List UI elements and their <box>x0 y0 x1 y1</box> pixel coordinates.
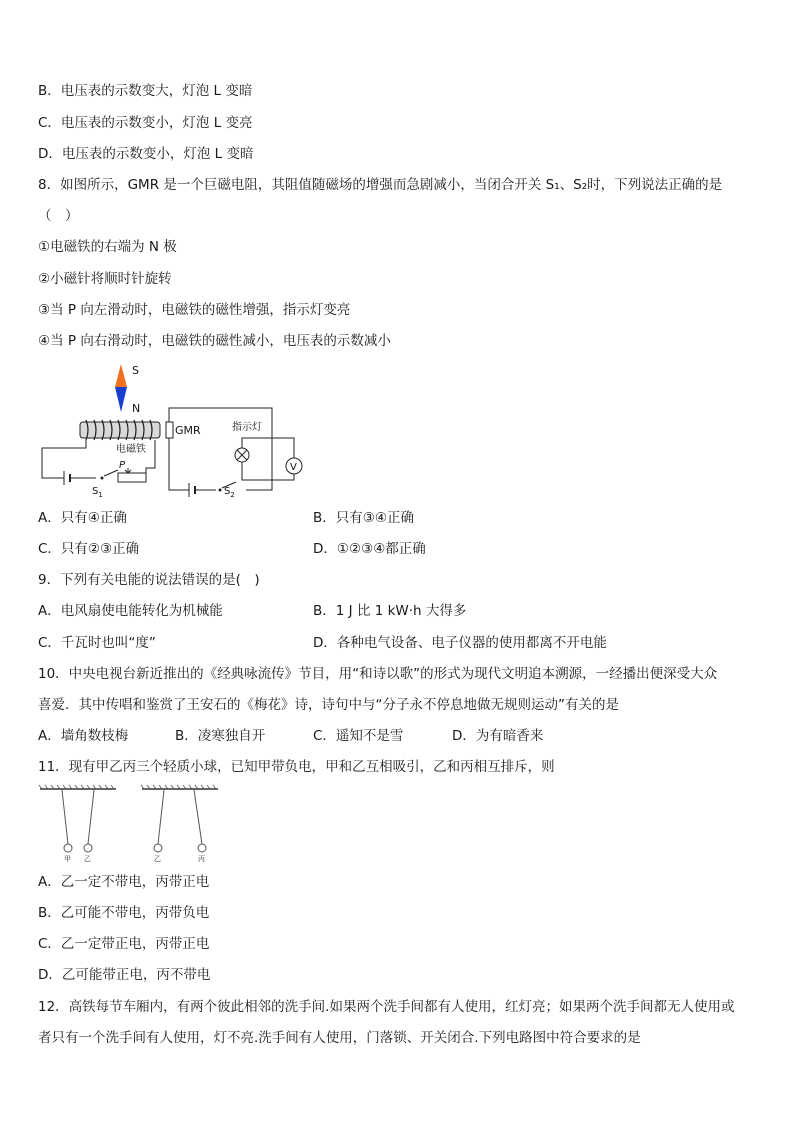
q7-option-b: B．电压表的示数变大，灯泡 L 变暗 <box>38 83 253 99</box>
slider-p-label: P <box>119 460 126 471</box>
q7-option-d: D．电压表的示数变小，灯泡 L 变暗 <box>38 146 254 162</box>
ball-yi-1 <box>84 844 92 852</box>
lamp-label: 指示灯 <box>232 422 262 433</box>
q8-statement-3: ③当 P 向左滑动时，电磁铁的磁性增强，指示灯变亮 <box>38 302 351 318</box>
switch-2-pivot <box>219 489 222 492</box>
q8-statement-2: ②小磁针将顺时针旋转 <box>38 271 172 287</box>
q8-option-d: D．①②③④都正确 <box>313 541 426 557</box>
ball-jia-label: 甲 <box>64 855 71 863</box>
q10-option-d: D．为有暗香来 <box>452 728 544 744</box>
q8-circuit-figure <box>36 360 316 500</box>
svg-text:V: V <box>290 462 297 473</box>
q11-option-a: A．乙一定不带电，丙带正电 <box>38 874 210 890</box>
right-circuit-wires <box>169 408 294 490</box>
ball-jia-1 <box>64 844 72 852</box>
q8-statement-4: ④当 P 向右滑动时，电磁铁的磁性减小，电压表的示数减小 <box>38 333 391 349</box>
q9-option-d: D．各种电气设备、电子仪器的使用都离不开电能 <box>313 635 607 651</box>
thread-1 <box>62 790 68 844</box>
rheostat-slider <box>125 468 131 473</box>
q9-option-c: C．千瓦时也叫“度” <box>38 635 156 651</box>
q8-option-a: A．只有④正确 <box>38 510 127 526</box>
indicator-lamp <box>235 448 249 462</box>
ball-yi-label-2: 乙 <box>154 855 161 863</box>
electromagnet-label: 电磁铁 <box>116 444 146 455</box>
switch-1-label: $S_1$ <box>92 486 103 499</box>
ball-yi-label-1: 乙 <box>84 855 91 863</box>
q8-stem: 8．如图所示，GMR 是一个巨磁电阻，其阻值随磁场的增强而急剧减小，当闭合开关 S₁、S₂时，下列说法正确的是 <box>38 177 723 193</box>
voltmeter <box>286 458 302 474</box>
ball-bing <box>198 844 206 852</box>
switch-1-pivot <box>101 477 104 480</box>
q11-option-c: C．乙一定带正电，丙带正电 <box>38 936 210 952</box>
thread-3 <box>158 790 164 844</box>
switch-2-label: $S_2$ <box>224 486 235 499</box>
support-beam-left <box>39 785 116 789</box>
ball-bing-label: 丙 <box>198 855 205 863</box>
q9-option-b: B．1 J 比 1 kW·h 大得多 <box>313 603 467 619</box>
q10-option-c: C．遥知不是雪 <box>313 728 404 744</box>
thread-4 <box>194 790 202 844</box>
q10-option-a: A．墙角数枝梅 <box>38 728 129 744</box>
q8-option-b: B．只有③④正确 <box>313 510 414 526</box>
battery-2 <box>189 483 195 497</box>
q8-answer-paren: （ ） <box>38 208 79 224</box>
q12-stem-line1: 12．高铁每节车厢内，有两个彼此相邻的洗手间.如果两个洗手间都有人使用，红灯亮；如果两个洗手间都无人使用或 <box>38 999 735 1015</box>
rheostat <box>118 473 146 482</box>
needle-s-half <box>115 364 127 387</box>
q7-option-c: C．电压表的示数变小，灯泡 L 变亮 <box>38 115 253 131</box>
gmr-label: GMR <box>175 424 201 437</box>
battery-1 <box>64 471 70 485</box>
q10-stem-line1: 10．中央电视台新近推出的《经典咏流传》节目，用“和诗以歌”的形式为现代文明追本溯源，一经播出便深受大众 <box>38 666 718 682</box>
q10-option-b: B．凌寒独自开 <box>175 728 266 744</box>
q11-option-d: D．乙可能带正电，丙不带电 <box>38 967 211 983</box>
q11-pendulum-figure <box>36 784 226 864</box>
q8-option-c: C．只有②③正确 <box>38 541 140 557</box>
q8-statement-1: ①电磁铁的右端为 N 极 <box>38 239 177 255</box>
q11-option-b: B．乙可能不带电，丙带负电 <box>38 905 210 921</box>
gmr-resistor <box>166 422 173 438</box>
needle-s-label: S <box>132 364 139 377</box>
thread-2 <box>88 790 94 844</box>
q11-stem: 11．现有甲乙丙三个轻质小球，已知甲带负电，甲和乙互相吸引，乙和丙相互排斥，则 <box>38 759 555 775</box>
q10-stem-line2: 喜爱．其中传唱和鉴赏了王安石的《梅花》诗，诗句中与“分子永不停息地做无规则运动”有关的是 <box>38 697 619 713</box>
support-beam-right <box>141 785 218 789</box>
needle-n-label: N <box>132 402 141 415</box>
q12-stem-line2: 者只有一个洗手间有人使用，灯不亮.洗手间有人使用，门落锁、开关闭合.下列电路图中符合要求的是 <box>38 1030 641 1046</box>
needle-n-half <box>115 387 127 412</box>
ball-yi-2 <box>154 844 162 852</box>
q9-option-a: A．电风扇使电能转化为机械能 <box>38 603 223 619</box>
q9-stem: 9．下列有关电能的说法错误的是( ) <box>38 572 260 588</box>
